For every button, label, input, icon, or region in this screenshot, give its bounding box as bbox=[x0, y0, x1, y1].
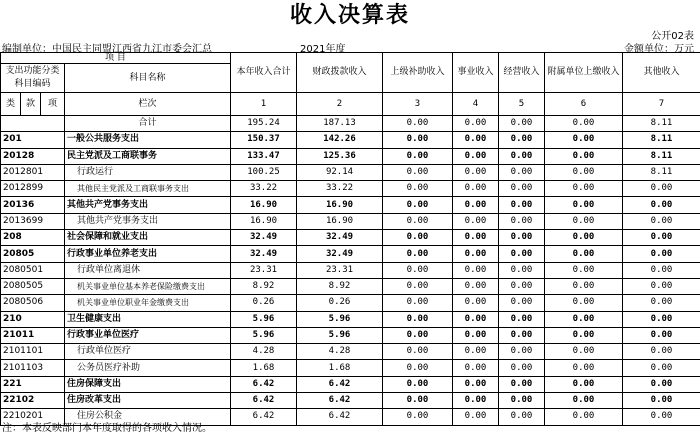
row-value: 1.68 bbox=[297, 360, 383, 376]
row-value: 0.00 bbox=[623, 262, 700, 278]
row-code: 2012801 bbox=[1, 164, 65, 180]
table-row bbox=[1, 148, 700, 164]
row-value: 0.00 bbox=[545, 230, 623, 246]
col-number: 2 bbox=[297, 93, 383, 116]
row-value: 0.00 bbox=[499, 164, 545, 180]
row-value: 0.00 bbox=[453, 164, 499, 180]
row-value: 0.00 bbox=[453, 213, 499, 229]
col-number: 6 bbox=[545, 93, 623, 116]
row-value: 0.00 bbox=[383, 148, 453, 164]
col-header-superior: 上级补助收入 bbox=[383, 53, 453, 93]
row-value: 0.00 bbox=[623, 409, 700, 425]
form-number: 公开02表 bbox=[651, 31, 694, 42]
row-value: 16.90 bbox=[231, 197, 297, 213]
row-value: 0.00 bbox=[453, 230, 499, 246]
row-value: 0.00 bbox=[383, 295, 453, 311]
row-subject-name: 一般公共服务支出 bbox=[65, 132, 231, 148]
row-value: 0.00 bbox=[499, 197, 545, 213]
table-row bbox=[1, 132, 700, 148]
row-subject-name: 行政单位医疗 bbox=[65, 344, 231, 360]
row-code: 2080505 bbox=[1, 278, 65, 294]
total-value: 8.11 bbox=[623, 116, 700, 132]
row-value: 0.00 bbox=[453, 197, 499, 213]
row-subject-name: 行政运行 bbox=[65, 164, 231, 180]
row-value: 0.00 bbox=[499, 393, 545, 409]
row-value: 0.00 bbox=[453, 246, 499, 262]
row-value: 0.00 bbox=[383, 246, 453, 262]
row-value: 0.00 bbox=[383, 327, 453, 343]
row-value: 0.00 bbox=[383, 278, 453, 294]
row-value: 0.00 bbox=[383, 311, 453, 327]
table-row bbox=[1, 213, 700, 229]
total-value: 187.13 bbox=[297, 116, 383, 132]
row-value: 0.00 bbox=[545, 360, 623, 376]
row-value: 0.00 bbox=[499, 327, 545, 343]
row-value: 33.22 bbox=[231, 181, 297, 197]
row-value: 0.00 bbox=[453, 262, 499, 278]
row-value: 0.00 bbox=[623, 295, 700, 311]
row-value: 5.96 bbox=[297, 327, 383, 343]
row-value: 6.42 bbox=[297, 376, 383, 392]
col-header-operating: 经营收入 bbox=[499, 53, 545, 93]
row-subject-name: 住房公积金 bbox=[65, 409, 231, 425]
row-code: 21011 bbox=[1, 327, 65, 343]
row-value: 8.11 bbox=[623, 132, 700, 148]
col-number: 7 bbox=[623, 93, 700, 116]
row-value: 0.00 bbox=[499, 181, 545, 197]
total-value: 0.00 bbox=[453, 116, 499, 132]
row-value: 0.00 bbox=[545, 148, 623, 164]
table-row bbox=[1, 278, 700, 294]
row-value: 6.42 bbox=[231, 409, 297, 425]
row-value: 100.25 bbox=[231, 164, 297, 180]
row-value: 32.49 bbox=[231, 246, 297, 262]
row-value: 0.00 bbox=[545, 164, 623, 180]
row-value: 16.90 bbox=[297, 213, 383, 229]
row-code: 20805 bbox=[1, 246, 65, 262]
row-value: 23.31 bbox=[297, 262, 383, 278]
row-code: 2013699 bbox=[1, 213, 65, 229]
total-value: 0.00 bbox=[383, 116, 453, 132]
row-value: 0.00 bbox=[545, 132, 623, 148]
row-no-header: 栏次 bbox=[65, 93, 231, 116]
row-value: 0.00 bbox=[383, 164, 453, 180]
row-value: 1.68 bbox=[231, 360, 297, 376]
row-value: 0.00 bbox=[453, 393, 499, 409]
row-value: 0.00 bbox=[499, 213, 545, 229]
income-table bbox=[0, 52, 700, 426]
table-row bbox=[1, 181, 700, 197]
row-subject-name: 行政事业单位养老支出 bbox=[65, 246, 231, 262]
row-value: 0.26 bbox=[297, 295, 383, 311]
row-subject-name: 行政单位离退休 bbox=[65, 262, 231, 278]
subject-name-header: 科目名称 bbox=[65, 64, 231, 93]
row-value: 125.36 bbox=[297, 148, 383, 164]
row-value: 0.00 bbox=[623, 360, 700, 376]
col-header-total: 本年收入合计 bbox=[231, 53, 297, 93]
row-value: 0.00 bbox=[499, 230, 545, 246]
row-code: 2210201 bbox=[1, 409, 65, 425]
total-code-cell bbox=[1, 116, 65, 132]
row-value: 0.00 bbox=[383, 360, 453, 376]
compiling-unit: 编制单位：中国民主同盟江西省九江市委会汇总 bbox=[2, 44, 212, 55]
row-value: 16.90 bbox=[297, 197, 383, 213]
row-value: 0.00 bbox=[623, 311, 700, 327]
row-value: 32.49 bbox=[297, 230, 383, 246]
row-value: 0.00 bbox=[623, 197, 700, 213]
row-value: 8.11 bbox=[623, 164, 700, 180]
row-value: 0.00 bbox=[499, 148, 545, 164]
row-value: 5.96 bbox=[231, 327, 297, 343]
row-code: 208 bbox=[1, 230, 65, 246]
row-value: 0.00 bbox=[453, 181, 499, 197]
row-value: 0.00 bbox=[383, 409, 453, 425]
row-subject-name: 行政事业单位医疗 bbox=[65, 327, 231, 343]
col-header-fiscal: 财政拨款收入 bbox=[297, 53, 383, 93]
row-value: 0.00 bbox=[623, 213, 700, 229]
row-value: 0.00 bbox=[383, 132, 453, 148]
row-value: 0.00 bbox=[499, 295, 545, 311]
row-value: 0.00 bbox=[453, 132, 499, 148]
row-value: 0.00 bbox=[623, 327, 700, 343]
row-value: 142.26 bbox=[297, 132, 383, 148]
xiang-header: 项 bbox=[41, 93, 65, 116]
total-row bbox=[1, 116, 700, 132]
row-value: 0.00 bbox=[383, 213, 453, 229]
row-value: 0.00 bbox=[499, 360, 545, 376]
col-number: 3 bbox=[383, 93, 453, 116]
row-code: 20128 bbox=[1, 148, 65, 164]
table-row bbox=[1, 327, 700, 343]
row-code: 2080501 bbox=[1, 262, 65, 278]
lei-header: 类 bbox=[1, 93, 21, 116]
row-value: 8.92 bbox=[231, 278, 297, 294]
kuan-header: 款 bbox=[21, 93, 41, 116]
fiscal-year: 2021年度 bbox=[300, 44, 346, 55]
row-value: 0.00 bbox=[383, 376, 453, 392]
table-row bbox=[1, 197, 700, 213]
row-value: 6.42 bbox=[297, 393, 383, 409]
row-value: 8.92 bbox=[297, 278, 383, 294]
item-header: 项 目 bbox=[1, 53, 231, 64]
row-value: 32.49 bbox=[297, 246, 383, 262]
row-value: 32.49 bbox=[231, 230, 297, 246]
row-value: 150.37 bbox=[231, 132, 297, 148]
row-value: 23.31 bbox=[231, 262, 297, 278]
table-row bbox=[1, 344, 700, 360]
total-value: 0.00 bbox=[499, 116, 545, 132]
row-subject-name: 公务员医疗补助 bbox=[65, 360, 231, 376]
row-value: 0.00 bbox=[383, 181, 453, 197]
row-value: 0.00 bbox=[453, 327, 499, 343]
row-value: 5.96 bbox=[231, 311, 297, 327]
col-header-subsidiary: 附属单位上缴收入 bbox=[545, 53, 623, 93]
row-value: 16.90 bbox=[231, 213, 297, 229]
row-value: 0.00 bbox=[499, 344, 545, 360]
row-value: 0.00 bbox=[545, 393, 623, 409]
row-value: 0.00 bbox=[545, 246, 623, 262]
row-value: 5.96 bbox=[297, 311, 383, 327]
row-value: 0.00 bbox=[545, 262, 623, 278]
row-subject-name: 住房保障支出 bbox=[65, 376, 231, 392]
row-code: 221 bbox=[1, 376, 65, 392]
money-unit: 金额单位：万元 bbox=[624, 44, 694, 55]
row-value: 0.00 bbox=[545, 409, 623, 425]
row-value: 0.00 bbox=[453, 344, 499, 360]
table-row bbox=[1, 164, 700, 180]
func-code-header: 支出功能分类科目编码 bbox=[1, 64, 65, 93]
row-value: 92.14 bbox=[297, 164, 383, 180]
row-value: 0.00 bbox=[499, 278, 545, 294]
table-row bbox=[1, 246, 700, 262]
row-code: 201 bbox=[1, 132, 65, 148]
row-code: 2080506 bbox=[1, 295, 65, 311]
row-value: 0.00 bbox=[545, 376, 623, 392]
row-value: 6.42 bbox=[297, 409, 383, 425]
row-value: 6.42 bbox=[231, 393, 297, 409]
row-subject-name: 住房改革支出 bbox=[65, 393, 231, 409]
total-label: 合计 bbox=[65, 116, 231, 132]
row-value: 0.00 bbox=[453, 295, 499, 311]
row-value: 0.00 bbox=[545, 295, 623, 311]
col-number: 5 bbox=[499, 93, 545, 116]
row-subject-name: 其他共产党事务支出 bbox=[65, 197, 231, 213]
row-value: 0.00 bbox=[499, 409, 545, 425]
row-value: 0.00 bbox=[453, 376, 499, 392]
row-value: 0.00 bbox=[499, 376, 545, 392]
row-value: 33.22 bbox=[297, 181, 383, 197]
row-value: 0.00 bbox=[499, 311, 545, 327]
row-code: 22102 bbox=[1, 393, 65, 409]
row-subject-name: 其他民主党派及工商联事务支出 bbox=[65, 181, 231, 197]
row-value: 0.26 bbox=[231, 295, 297, 311]
row-value: 0.00 bbox=[383, 262, 453, 278]
row-subject-name: 社会保障和就业支出 bbox=[65, 230, 231, 246]
row-value: 0.00 bbox=[623, 230, 700, 246]
col-number: 4 bbox=[453, 93, 499, 116]
table-row bbox=[1, 360, 700, 376]
total-value: 0.00 bbox=[545, 116, 623, 132]
row-subject-name: 卫生健康支出 bbox=[65, 311, 231, 327]
row-value: 0.00 bbox=[545, 344, 623, 360]
row-value: 0.00 bbox=[383, 197, 453, 213]
row-value: 0.00 bbox=[545, 213, 623, 229]
row-value: 0.00 bbox=[453, 148, 499, 164]
table-row bbox=[1, 262, 700, 278]
row-value: 0.00 bbox=[545, 181, 623, 197]
table-row bbox=[1, 393, 700, 409]
row-code: 210 bbox=[1, 311, 65, 327]
table-row bbox=[1, 295, 700, 311]
row-code: 2012899 bbox=[1, 181, 65, 197]
row-value: 0.00 bbox=[499, 132, 545, 148]
row-value: 0.00 bbox=[545, 311, 623, 327]
row-value: 0.00 bbox=[623, 344, 700, 360]
row-subject-name: 机关事业单位基本养老保险缴费支出 bbox=[65, 278, 231, 294]
row-value: 0.00 bbox=[623, 278, 700, 294]
row-value: 133.47 bbox=[231, 148, 297, 164]
row-subject-name: 民主党派及工商联事务 bbox=[65, 148, 231, 164]
row-value: 0.00 bbox=[623, 181, 700, 197]
row-value: 0.00 bbox=[453, 360, 499, 376]
row-value: 4.28 bbox=[231, 344, 297, 360]
col-header-other: 其他收入 bbox=[623, 53, 700, 93]
page-title: 收入决算表 bbox=[289, 3, 410, 28]
row-value: 0.00 bbox=[453, 278, 499, 294]
row-value: 8.11 bbox=[623, 148, 700, 164]
row-value: 0.00 bbox=[499, 262, 545, 278]
row-value: 4.28 bbox=[297, 344, 383, 360]
table-row bbox=[1, 311, 700, 327]
row-value: 0.00 bbox=[383, 393, 453, 409]
row-value: 0.00 bbox=[383, 344, 453, 360]
row-value: 0.00 bbox=[453, 311, 499, 327]
col-number: 1 bbox=[231, 93, 297, 116]
row-value: 0.00 bbox=[453, 409, 499, 425]
row-value: 0.00 bbox=[383, 230, 453, 246]
row-subject-name: 机关事业单位职业年金缴费支出 bbox=[65, 295, 231, 311]
row-code: 20136 bbox=[1, 197, 65, 213]
table-row bbox=[1, 230, 700, 246]
row-value: 0.00 bbox=[545, 278, 623, 294]
col-header-business: 事业收入 bbox=[453, 53, 499, 93]
row-value: 6.42 bbox=[231, 376, 297, 392]
row-value: 0.00 bbox=[623, 246, 700, 262]
row-value: 0.00 bbox=[623, 393, 700, 409]
row-code: 2101101 bbox=[1, 344, 65, 360]
row-subject-name: 其他共产党事务支出 bbox=[65, 213, 231, 229]
table-row bbox=[1, 376, 700, 392]
row-code: 2101103 bbox=[1, 360, 65, 376]
row-value: 0.00 bbox=[499, 246, 545, 262]
total-value: 195.24 bbox=[231, 116, 297, 132]
row-value: 0.00 bbox=[623, 376, 700, 392]
footnote: 注：本表反映部门本年度取得的各项收入情况。 bbox=[2, 423, 212, 434]
row-value: 0.00 bbox=[545, 197, 623, 213]
row-value: 0.00 bbox=[545, 327, 623, 343]
